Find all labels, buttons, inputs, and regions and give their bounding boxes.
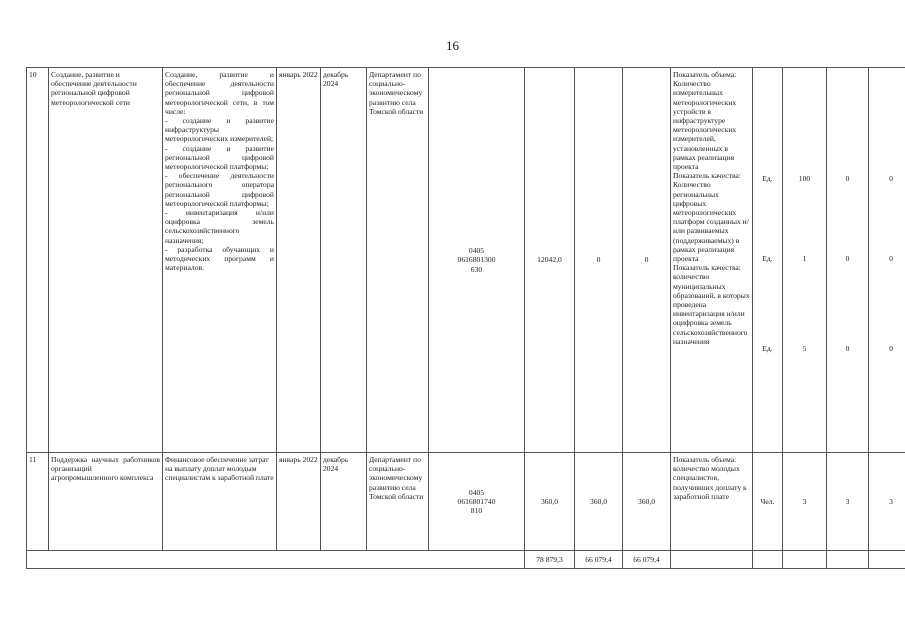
measure-line: - создание и развитие региональной цифровой метеорологической платформы; — [165, 143, 274, 172]
end-date: декабрь 2024 — [321, 68, 367, 453]
indicators: Показатель объема: количество молодых специалистов, получивших доплату к заработной плате — [671, 453, 753, 551]
sum-2023: 0 — [575, 68, 623, 453]
total-2024: 66 079,4 — [623, 551, 671, 569]
empty-cell — [827, 551, 869, 569]
empty-cell — [783, 551, 827, 569]
program-table — [26, 67, 905, 569]
measure-line: Финансовое обеспечение затрат на выплату доплат молодым специалистам к заработной плате — [165, 455, 274, 483]
table-row — [27, 453, 905, 551]
start-date: январь 2022 — [277, 453, 321, 551]
value-2024: 0 — [889, 174, 893, 183]
value-2022: 3 — [783, 453, 827, 551]
budget-code: 0405 0616801740 810 — [429, 453, 525, 551]
values-2022-cell — [783, 68, 827, 453]
unit: Ед. — [762, 254, 773, 263]
value-2024: 0 — [889, 254, 893, 263]
event-measures — [163, 68, 277, 453]
sum-2023: 360,0 — [575, 453, 623, 551]
total-2022: 78 879,3 — [525, 551, 575, 569]
totals-row — [27, 551, 905, 569]
empty-cell — [671, 551, 753, 569]
row-number: 11 — [27, 453, 49, 551]
value-2023: 0 — [845, 344, 850, 353]
measure-line: - инвентаризация и/или оцифровка земель сельскохозяйственного назначения; — [165, 208, 274, 245]
unit: Ед. — [762, 344, 773, 353]
start-date: январь 2022 — [277, 68, 321, 453]
table-row — [27, 68, 905, 453]
values-2023-cell — [827, 68, 869, 453]
end-date: декабрь 2024 — [321, 453, 367, 551]
row-number: 10 — [27, 68, 49, 453]
unit: Ед. — [762, 174, 773, 183]
sum-2024: 360,0 — [623, 453, 671, 551]
value-2023: 0 — [845, 174, 850, 183]
unit: Чел. — [753, 453, 783, 551]
indicators: Показатель объема: Количество измерительных метеорологических устройств в инфраструктуре метеорологических измерителей, установленных в рамках реализация проекта Показатель качества: Количество региональных цифровых метеорологических платформ созданных и/или развиваемых (поддерживаемых) в рамках реализация проекта Показатель качества: количество муниципальных образований, в которых проведена инвентаризация и/или оцифровка земель сельскохозяйственного назначения — [671, 68, 753, 453]
value-2024: 3 — [869, 453, 905, 551]
value-2022: 100 — [798, 174, 811, 183]
value-2023: 0 — [845, 254, 850, 263]
value-2022: 1 — [802, 254, 807, 263]
measure-line: - обеспечение деятельности регионального оператора региональной цифровой метеорологической платформы; — [165, 171, 274, 208]
total-2023: 66 079,4 — [575, 551, 623, 569]
units-cell — [753, 68, 783, 453]
measure-line: - разработка обучающих и методических программ и материалов. — [165, 244, 274, 273]
measure-line: - создание и развитие инфраструктуры метеорологических измерителей; — [165, 116, 274, 144]
event-name: Создание, развитие и обеспечение деятельности региональной цифровой метеорологической сети — [49, 68, 163, 453]
sum-2024: 0 — [623, 68, 671, 453]
sum-2022: 360,0 — [525, 453, 575, 551]
empty-cell — [869, 551, 905, 569]
value-2024: 0 — [889, 344, 893, 353]
sum-2022: 12042,0 — [525, 68, 575, 453]
empty-cell — [753, 551, 783, 569]
totals-empty — [27, 551, 525, 569]
executor: Департамент по социально-экономическому развитию села Томской области — [367, 68, 429, 453]
event-measures — [163, 453, 277, 551]
budget-code: 0405 0616801300 630 — [429, 68, 525, 453]
measure-line: Создание, развитие и обеспечение деятельности региональной цифровой метеорологической сети, в том числе: — [165, 70, 274, 116]
value-2022: 5 — [802, 344, 807, 353]
event-name: Поддержка научных работников организаций агропромышленного комплекса — [49, 453, 163, 551]
page-number: 16 — [446, 38, 459, 53]
value-2023: 3 — [827, 453, 869, 551]
executor: Департамент по социально-экономическому развитию села Томской области — [367, 453, 429, 551]
values-2024-cell — [869, 68, 905, 453]
